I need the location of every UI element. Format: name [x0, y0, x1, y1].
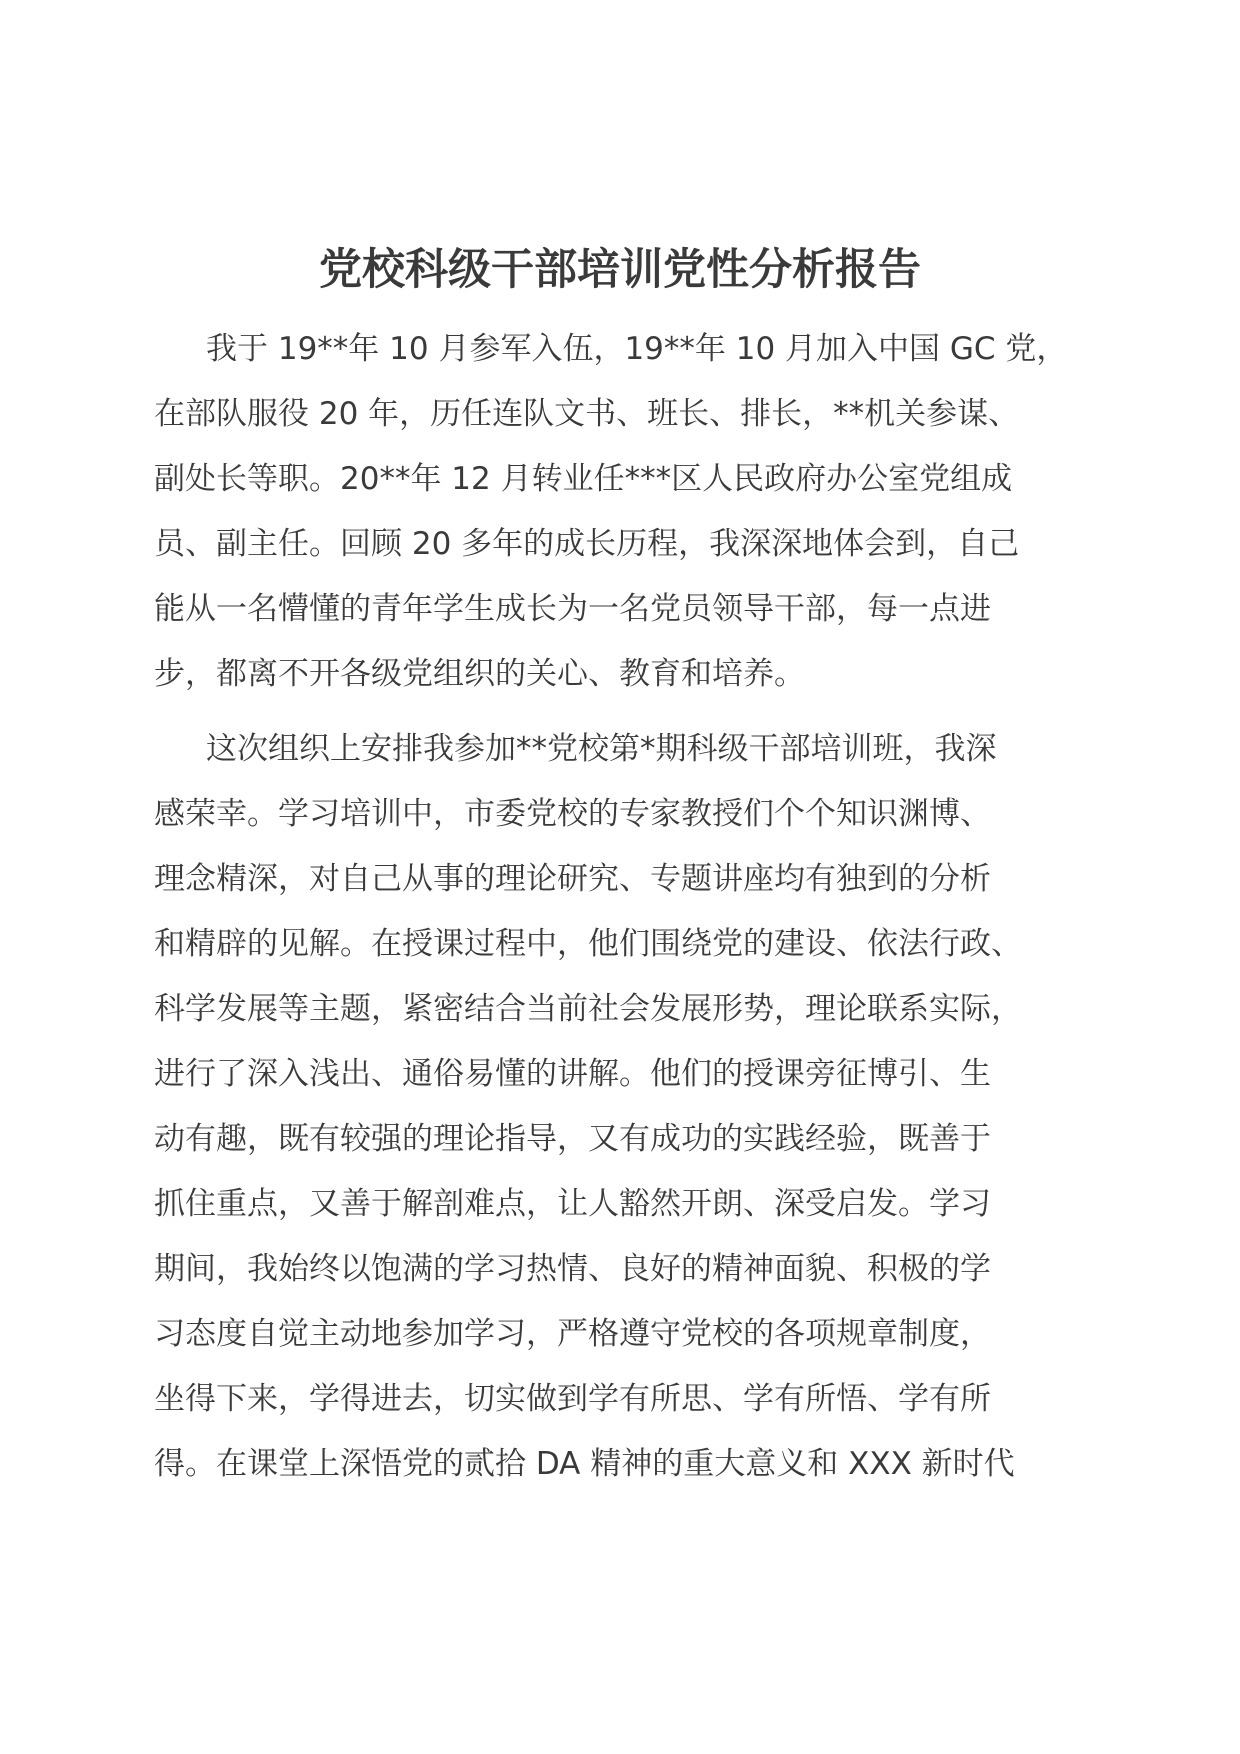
paragraph-line: 副处长等职。20**年 12 月转业任***区人民政府办公室党组成 [154, 461, 1013, 497]
document-title: 党校科级干部培训党性分析报告 [319, 245, 921, 295]
paragraph-line: 感荣幸。学习培训中，市委党校的专家教授们个个知识渊博、 [154, 796, 991, 832]
paragraph-line: 这次组织上安排我参加**党校第*期科级干部培训班，我深 [206, 731, 997, 767]
paragraph-line: 能从一名懵懂的青年学生成长为一名党员领导干部，每一点进 [154, 591, 991, 627]
document-body [154, 317, 1094, 1507]
paragraph-line: 步，都离不开各级党组织的关心、教育和培养。 [154, 656, 805, 692]
paragraph-line: 得。在课堂上深悟党的贰拾 DA 精神的重大意义和 XXX 新时代 [154, 1446, 1015, 1482]
paragraph-line: 我于 19**年 10 月参军入伍，19**年 10 月加入中国 GC 党， [206, 331, 1068, 367]
paragraph-line: 期间，我始终以饱满的学习热情、良好的精神面貌、积极的学 [154, 1251, 991, 1287]
paragraph-2 [154, 717, 1094, 1497]
paragraph-line: 和精辟的见解。在授课过程中，他们围绕党的建设、依法行政、 [154, 926, 1022, 962]
paragraph-line: 进行了深入浅出、通俗易懂的讲解。他们的授课旁征博引、生 [154, 1056, 991, 1092]
paragraph-line: 习态度自觉主动地参加学习，严格遵守党校的各项规章制度， [154, 1316, 991, 1352]
paragraph-line: 抓住重点，又善于解剖难点，让人豁然开朗、深受启发。学习 [154, 1186, 991, 1222]
paragraph-line: 坐得下来，学得进去，切实做到学有所思、学有所悟、学有所 [154, 1381, 991, 1417]
paragraph-1 [154, 317, 1094, 707]
paragraph-line: 在部队服役 20 年，历任连队文书、班长、排长，**机关参谋、 [154, 396, 1020, 432]
paragraph-line: 理念精深，对自己从事的理论研究、专题讲座均有独到的分析 [154, 861, 991, 897]
paragraph-line: 员、副主任。回顾 20 多年的成长历程，我深深地体会到，自己 [154, 526, 1020, 562]
paragraph-line: 动有趣，既有较强的理论指导，又有成功的实践经验，既善于 [154, 1121, 991, 1157]
paragraph-line: 科学发展等主题，紧密结合当前社会发展形势，理论联系实际， [154, 991, 1022, 1027]
